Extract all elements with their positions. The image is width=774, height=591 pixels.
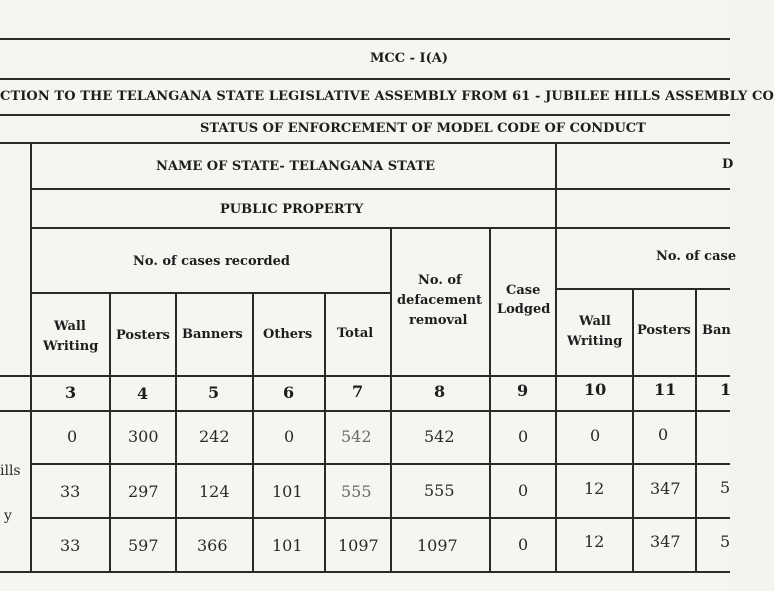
defacement-header-line-3: removal <box>409 313 468 328</box>
table-cell: 1097 <box>417 536 458 555</box>
table-cell: 0 <box>518 427 529 446</box>
table-cell: 12 <box>584 479 605 498</box>
column-number-6: 6 <box>283 383 295 402</box>
rule-v-total-defacement <box>390 227 392 572</box>
rule-row-1 <box>30 463 730 465</box>
table-cell: 542 <box>424 427 455 446</box>
column-number-12-partial: 1 <box>720 380 732 399</box>
rule-state-header <box>30 188 730 190</box>
rule-v-posters-banners <box>175 292 177 572</box>
form-code: MCC - I(A) <box>370 51 448 66</box>
banners-header: Banners <box>182 327 243 342</box>
table-cell: 0 <box>590 426 601 445</box>
table-cell: 555 <box>424 481 455 500</box>
others-header: Others <box>263 327 313 342</box>
rule-cases-recorded <box>30 292 392 294</box>
rule-cases-recorded-right <box>556 288 730 290</box>
rule-election-title <box>0 114 730 116</box>
rule-v-posters-banners-r <box>695 288 697 572</box>
table-cell: 366 <box>197 536 228 555</box>
column-number-7: 7 <box>352 382 364 401</box>
rule-v-wall-posters <box>109 292 111 572</box>
table-cell: 297 <box>128 482 159 501</box>
table-cell: 33 <box>60 482 81 501</box>
public-property-header: PUBLIC PROPERTY <box>220 202 364 217</box>
rule-public-property <box>30 227 730 229</box>
rule-v-left-row-label <box>30 142 32 572</box>
rule-status-title <box>0 142 730 144</box>
row-label-fragment-1: ills <box>0 463 21 479</box>
wall-writing-right-header-line-2: Writing <box>567 334 623 349</box>
right-group-header-partial: D <box>722 157 734 172</box>
table-cell: 124 <box>199 482 230 501</box>
posters-right-header: Posters <box>637 323 691 338</box>
row-label-fragment-2: y <box>4 508 12 524</box>
column-number-4: 4 <box>137 384 149 403</box>
wall-writing-right-header-line-1: Wall <box>579 314 611 329</box>
state-header: NAME OF STATE- TELANGANA STATE <box>156 159 436 174</box>
table-cell: 5 <box>720 478 731 497</box>
column-number-5: 5 <box>208 383 220 402</box>
table-cell: 12 <box>584 532 605 551</box>
rule-row-2 <box>30 517 730 519</box>
rule-v-banners-others <box>252 292 254 572</box>
rule-v-case-right-group <box>555 142 557 572</box>
posters-header: Posters <box>116 328 170 343</box>
column-number-8: 8 <box>434 382 446 401</box>
column-number-3: 3 <box>65 383 77 402</box>
banners-right-header-partial: Ban <box>702 323 731 338</box>
table-cell: 542 <box>341 427 372 446</box>
rule-v-others-total <box>324 292 326 572</box>
table-cell: 0 <box>518 481 529 500</box>
table-cell: 0 <box>67 427 78 446</box>
table-cell: 0 <box>284 427 295 446</box>
case-lodged-header-line-1: Case <box>506 283 541 298</box>
table-cell: 300 <box>128 427 159 446</box>
table-cell: 242 <box>199 427 230 446</box>
case-lodged-header-line-2: Lodged <box>497 302 551 317</box>
column-number-11: 11 <box>654 380 677 399</box>
wall-writing-header-line-1: Wall <box>54 319 86 334</box>
table-cell: 0 <box>518 535 529 554</box>
rule-v-defacement-case <box>489 227 491 572</box>
table-cell: 347 <box>650 479 681 498</box>
table-cell: 555 <box>341 482 372 501</box>
total-header: Total <box>337 326 374 341</box>
table-cell: 1097 <box>338 536 379 555</box>
wall-writing-header-line-2: Writing <box>43 339 99 354</box>
table-cell: 347 <box>650 532 681 551</box>
table-cell: 101 <box>272 482 303 501</box>
table-cell: 101 <box>272 536 303 555</box>
cases-recorded-right-header: No. of case <box>656 249 737 264</box>
table-cell: 33 <box>60 536 81 555</box>
defacement-header-line-2: defacement <box>397 293 483 308</box>
rule-v-wall-posters-r <box>632 288 634 572</box>
column-number-10: 10 <box>584 380 607 399</box>
rule-top <box>0 38 730 40</box>
rule-form-code <box>0 78 730 80</box>
election-title: CTION TO THE TELANGANA STATE LEGISLATIVE ASSEMBLY FROM 61 - JUBILEE HILLS ASSEMBLY CO <box>0 89 774 104</box>
table-cell: 0 <box>658 425 669 444</box>
defacement-header-line-1: No. of <box>418 273 462 288</box>
status-title: STATUS OF ENFORCEMENT OF MODEL CODE OF CONDUCT <box>200 121 646 136</box>
column-number-9: 9 <box>517 381 529 400</box>
table-cell: 5 <box>720 532 731 551</box>
table-cell: 597 <box>128 536 159 555</box>
cases-recorded-header: No. of cases recorded <box>133 254 290 269</box>
